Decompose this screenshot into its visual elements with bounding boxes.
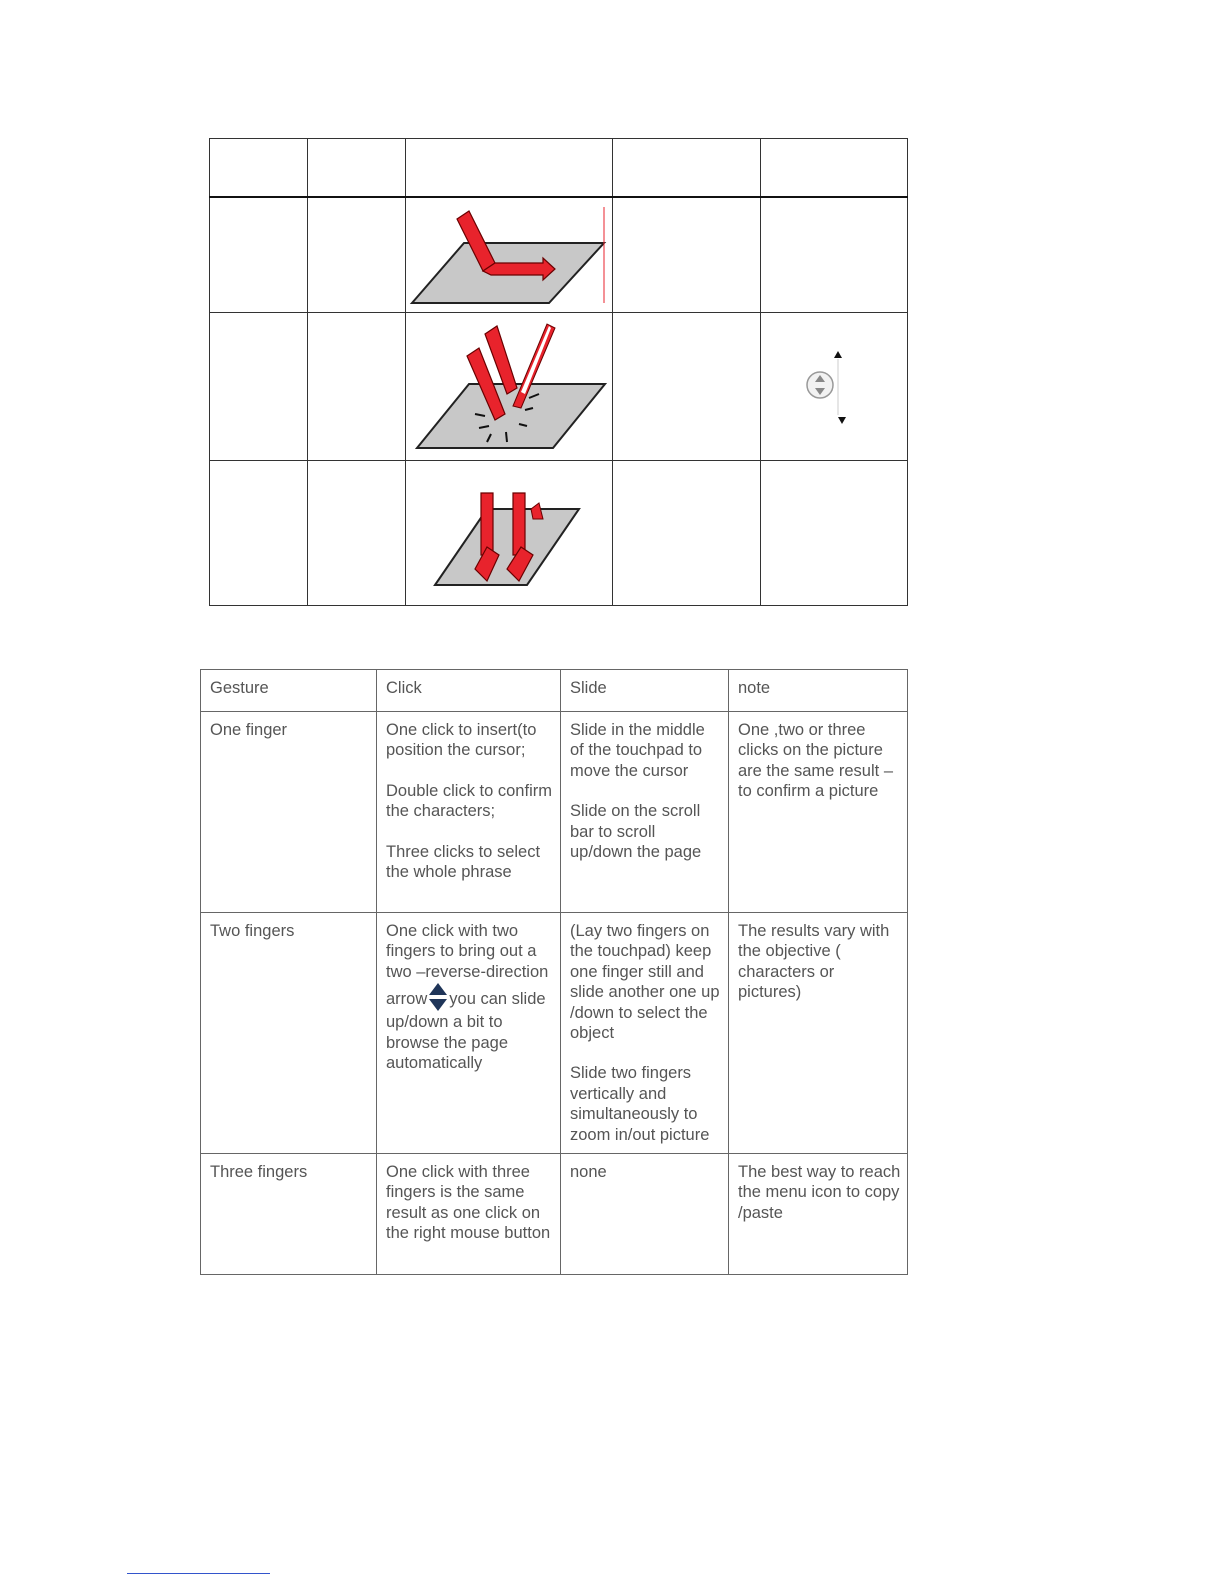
header-click: Click bbox=[377, 670, 561, 712]
header-gesture: Gesture bbox=[201, 670, 377, 712]
click-cell bbox=[377, 712, 561, 913]
illustration-cell bbox=[761, 197, 908, 313]
illustration-row-three-fingers bbox=[210, 461, 908, 606]
header-slide: Slide bbox=[561, 670, 729, 712]
illustration-header-cell bbox=[761, 139, 908, 197]
slide-text: Slide in the middle of the touchpad to move the cursor bbox=[570, 721, 705, 780]
illustration-cell bbox=[613, 313, 761, 461]
three-finger-gesture-icon bbox=[429, 473, 589, 593]
illustration-header-row bbox=[210, 139, 908, 197]
scroll-arrow-icon bbox=[804, 347, 864, 427]
illustration-cell bbox=[761, 461, 908, 606]
click-text: you can slide up/down a bit to browse the page automatically bbox=[386, 990, 546, 1073]
slide-cell bbox=[561, 913, 729, 1154]
slide-cell: none bbox=[561, 1154, 729, 1275]
reverse-direction-arrow-icon bbox=[428, 982, 448, 1012]
illustration-row-two-fingers bbox=[210, 313, 908, 461]
illustration-row-one-finger bbox=[210, 197, 908, 313]
illustration-cell bbox=[210, 313, 308, 461]
illustration-cell bbox=[406, 313, 613, 461]
slide-text: Slide two fingers vertically and simultaneously to zoom in/out picture bbox=[570, 1064, 710, 1144]
table-row-three-fingers bbox=[201, 1154, 908, 1275]
click-text: Double click to confirm the characters; bbox=[386, 781, 552, 821]
gesture-cell: Two fingers bbox=[201, 913, 377, 1154]
one-finger-gesture-icon bbox=[409, 203, 609, 307]
footnote-separator bbox=[127, 1573, 270, 1574]
illustration-cell bbox=[613, 461, 761, 606]
click-text: Three clicks to select the whole phrase bbox=[386, 842, 541, 882]
illustration-header-cell bbox=[210, 139, 308, 197]
click-text: One click to insert(to position the cursor; bbox=[386, 721, 537, 760]
click-text: One click with two fingers to bring out a two –reverse-direction arrow bbox=[386, 922, 549, 1009]
illustration-cell bbox=[613, 197, 761, 313]
note-cell: One ,two or three clicks on the picture are the same result –to confirm a picture bbox=[729, 712, 908, 913]
illustration-header-cell bbox=[308, 139, 406, 197]
table-row-two-fingers bbox=[201, 913, 908, 1154]
gesture-illustration-table bbox=[209, 138, 908, 606]
two-finger-gesture-icon bbox=[409, 322, 609, 452]
slide-cell bbox=[561, 712, 729, 913]
illustration-cell bbox=[406, 461, 613, 606]
illustration-cell bbox=[406, 197, 613, 313]
illustration-cell bbox=[210, 197, 308, 313]
note-cell: The best way to reach the menu icon to copy /paste bbox=[729, 1154, 908, 1275]
slide-text: Slide on the scroll bar to scroll up/down the page bbox=[570, 802, 702, 862]
illustration-cell bbox=[308, 313, 406, 461]
click-cell: One click with three fingers is the same result as one click on the right mouse button bbox=[377, 1154, 561, 1275]
table-row-one-finger bbox=[201, 712, 908, 913]
illustration-cell bbox=[210, 461, 308, 606]
gesture-cell: Three fingers bbox=[201, 1154, 377, 1275]
illustration-header-cell bbox=[406, 139, 613, 197]
illustration-cell bbox=[761, 313, 908, 461]
gesture-description-table bbox=[200, 669, 908, 1275]
illustration-header-cell bbox=[613, 139, 761, 197]
slide-text: (Lay two fingers on the touchpad) keep one finger still and slide another one up /down to select the object bbox=[570, 922, 720, 1043]
gesture-cell: One finger bbox=[201, 712, 377, 913]
note-cell: The results vary with the objective ( characters or pictures) bbox=[729, 913, 908, 1154]
illustration-cell bbox=[308, 461, 406, 606]
click-cell bbox=[377, 913, 561, 1154]
illustration-cell bbox=[308, 197, 406, 313]
header-note: note bbox=[729, 670, 908, 712]
table-header-row bbox=[201, 670, 908, 712]
